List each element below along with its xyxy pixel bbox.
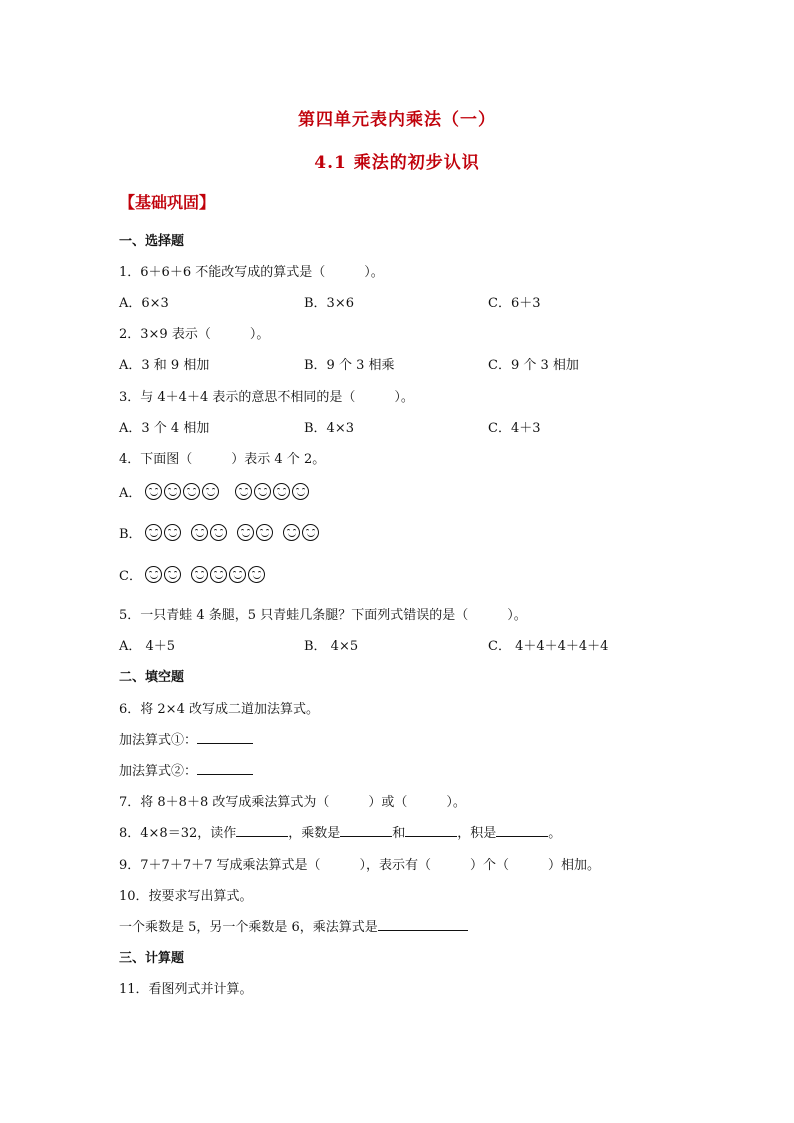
- question-8-text-1: 8．4×8＝32，读作: [119, 826, 237, 841]
- smiley-face-icon: [302, 524, 319, 541]
- question-8-text-5: 。: [548, 826, 562, 841]
- question-8-text-3: 和: [392, 826, 406, 841]
- question-9-stem: 9．7＋7＋7＋7 写成乘法算式是（ ），表示有（ ）个（ ）相加。: [119, 858, 600, 873]
- question-6-stem: 6．将 2×4 改写成二道加法算式。: [119, 702, 319, 717]
- option-a-label: A．: [119, 486, 142, 501]
- smiley-face-icon: [237, 524, 254, 541]
- question-8-stem: [119, 822, 561, 841]
- question-2-option-c[interactable]: C．9 个 3 相加: [488, 358, 579, 373]
- smiley-face-icon: [292, 483, 309, 500]
- question-5-option-a[interactable]: A． 4＋5: [119, 639, 176, 654]
- question-4-stem: 4．下面图（ ）表示 4 个 2。: [119, 452, 326, 467]
- smiley-face-icon: [145, 524, 162, 541]
- question-8-text-2: ，乘数是: [288, 826, 341, 841]
- section-heading-choice: 一、选择题: [119, 234, 185, 249]
- question-2-option-a[interactable]: A．3 和 9 相加: [119, 358, 210, 373]
- unit-title: 第四单元表内乘法（一）: [298, 110, 496, 130]
- question-8-blank-factor-1[interactable]: [340, 824, 392, 837]
- question-8-blank-reading[interactable]: [236, 824, 288, 837]
- smiley-face-icon: [191, 566, 208, 583]
- answer-2-label: 加法算式②：: [119, 764, 198, 779]
- question-8-blank-product[interactable]: [496, 824, 548, 837]
- smiley-face-icon: [145, 483, 162, 500]
- smiley-group: [237, 524, 275, 541]
- section-tag: 【基础巩固】: [119, 193, 216, 212]
- smiley-group: [145, 483, 221, 500]
- question-10-text: 一个乘数是 5，另一个乘数是 6，乘法算式是: [119, 920, 378, 935]
- smiley-group: [145, 566, 183, 583]
- question-1-option-c[interactable]: C．6＋3: [488, 296, 541, 311]
- question-8-blank-factor-2[interactable]: [405, 824, 457, 837]
- smiley-face-icon: [254, 483, 271, 500]
- question-1-option-a[interactable]: A．6×3: [119, 296, 169, 311]
- smiley-face-icon: [202, 483, 219, 500]
- smiley-face-icon: [164, 566, 181, 583]
- question-10-stem: 10．按要求写出算式。: [119, 889, 253, 904]
- smiley-group: [235, 483, 311, 500]
- question-4-option-c[interactable]: [119, 565, 275, 584]
- question-6-answer-2: [119, 760, 253, 779]
- question-11-stem: 11．看图列式并计算。: [119, 982, 253, 997]
- question-4-option-b[interactable]: [119, 523, 329, 542]
- question-5-stem: 5．一只青蛙 4 条腿，5 只青蛙几条腿？下面列式错误的是（ ）。: [119, 608, 527, 623]
- question-10-blank[interactable]: [378, 918, 468, 931]
- question-1-option-b[interactable]: B．3×6: [304, 296, 354, 311]
- smiley-face-icon: [164, 524, 181, 541]
- question-10-answer: [119, 916, 468, 935]
- smiley-face-icon: [210, 524, 227, 541]
- answer-1-blank[interactable]: [197, 731, 253, 744]
- smiley-group: [191, 524, 229, 541]
- question-6-answer-1: [119, 729, 253, 748]
- smiley-face-icon: [256, 524, 273, 541]
- answer-2-blank[interactable]: [197, 762, 253, 775]
- smiley-face-icon: [164, 483, 181, 500]
- smiley-group: [191, 566, 267, 583]
- question-8-text-4: ，积是: [457, 826, 497, 841]
- smiley-face-icon: [183, 483, 200, 500]
- question-4-option-a[interactable]: [119, 482, 319, 501]
- section-heading-fill: 二、填空题: [119, 670, 185, 685]
- lesson-title: 4.1 乘法的初步认识: [314, 153, 480, 173]
- question-3-option-c[interactable]: C．4＋3: [488, 421, 541, 436]
- question-3-stem: 3．与 4＋4＋4 表示的意思不相同的是（ ）。: [119, 390, 414, 405]
- smiley-face-icon: [273, 483, 290, 500]
- question-2-stem: 2．3×9 表示（ ）。: [119, 327, 270, 342]
- smiley-group: [145, 524, 183, 541]
- smiley-face-icon: [210, 566, 227, 583]
- option-b-label: B．: [119, 527, 142, 542]
- question-1-stem: 1．6＋6＋6 不能改写成的算式是（ ）。: [119, 265, 384, 280]
- smiley-face-icon: [191, 524, 208, 541]
- smiley-face-icon: [235, 483, 252, 500]
- answer-1-label: 加法算式①：: [119, 733, 198, 748]
- question-3-option-a[interactable]: A．3 个 4 相加: [119, 421, 210, 436]
- smiley-face-icon: [229, 566, 246, 583]
- question-3-option-b[interactable]: B．4×3: [304, 421, 354, 436]
- question-2-option-b[interactable]: B．9 个 3 相乘: [304, 358, 395, 373]
- smiley-face-icon: [145, 566, 162, 583]
- smiley-face-icon: [283, 524, 300, 541]
- smiley-group: [283, 524, 321, 541]
- question-5-option-b[interactable]: B． 4×5: [304, 639, 359, 654]
- section-heading-calc: 三、计算题: [119, 951, 185, 966]
- option-c-label: C．: [119, 569, 142, 584]
- question-5-option-c[interactable]: C． 4＋4＋4＋4＋4: [488, 639, 609, 654]
- smiley-face-icon: [248, 566, 265, 583]
- question-7-stem: 7．将 8＋8＋8 改写成乘法算式为（ ）或（ ）。: [119, 795, 466, 810]
